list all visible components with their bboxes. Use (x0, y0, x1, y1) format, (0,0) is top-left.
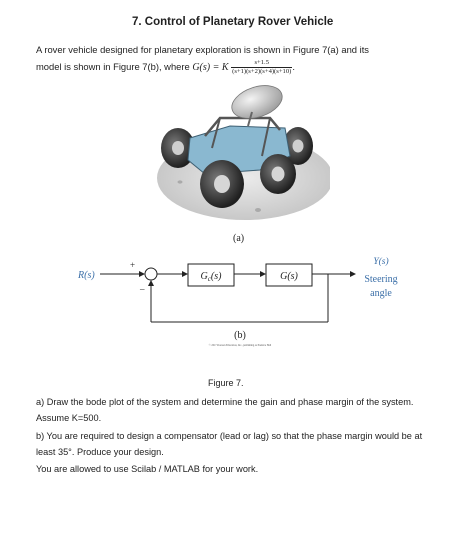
output-desc-line-1: Steering (364, 274, 398, 285)
block-diagram (70, 252, 410, 362)
summing-junction (145, 268, 157, 280)
plant-arrowhead (260, 271, 266, 277)
rear-left-hub (172, 141, 184, 155)
transfer-function-fraction (231, 59, 292, 76)
tf-denominator: (s+1)(s+2)(s+4)(s+10) (232, 68, 292, 76)
intro-end-punct: . (292, 61, 295, 72)
question-a: a) Draw the bode plot of the system and determine the gain and phase margin of the system. Assume K=500. (36, 397, 414, 423)
page-title: 7. Control of Planetary Rover Vehicle (132, 16, 334, 28)
figure-b-caption: (b) (234, 330, 246, 341)
rover-illustration (150, 78, 330, 228)
controller-subscript: c (207, 275, 211, 283)
controller-block-label (201, 271, 223, 283)
input-label: R(s) (78, 270, 95, 281)
figure-caption: Figure 7. (208, 378, 244, 388)
intro-paragraph (36, 41, 436, 76)
transfer-function-label: G(s) = K (192, 62, 229, 73)
input-arrowhead (139, 271, 145, 277)
front-left-hub (214, 175, 230, 193)
output-label: Y(s) (373, 257, 389, 267)
controller-letter: G (200, 271, 208, 282)
rock (255, 208, 261, 212)
output-arrowhead (350, 271, 356, 277)
rock (178, 180, 183, 183)
intro-line-2 (36, 58, 436, 76)
tools-note: You are allowed to use Scilab / MATLAB for your work. (36, 464, 259, 474)
intro-line-1: A rover vehicle designed for planetary exploration is shown in Figure 7(a) and its (36, 44, 369, 55)
controller-arg: (s) (210, 271, 222, 282)
plant-block-label: G(s) (280, 271, 298, 282)
output-desc-line-2: angle (370, 288, 392, 299)
sum-plus-sign: + (130, 260, 136, 270)
figure-a-caption: (a) (233, 233, 245, 244)
front-right-hub (272, 167, 285, 182)
question-b: b) You are required to design a compensator (lead or lag) so that the phase margin would be at least 35°. Produce your design. (36, 431, 423, 457)
rear-right-hub (293, 140, 304, 153)
tf-numerator: s+1.5 (231, 59, 292, 68)
sum-minus-sign: – (140, 284, 145, 294)
controller-arrowhead (182, 271, 188, 277)
copyright-line: © 2017 Pearson Education, Inc., publishing as Prentice Hall (208, 344, 272, 347)
feedback-arrowhead (148, 280, 154, 286)
intro-line-2-prefix: model is shown in Figure 7(b), where (36, 61, 193, 72)
